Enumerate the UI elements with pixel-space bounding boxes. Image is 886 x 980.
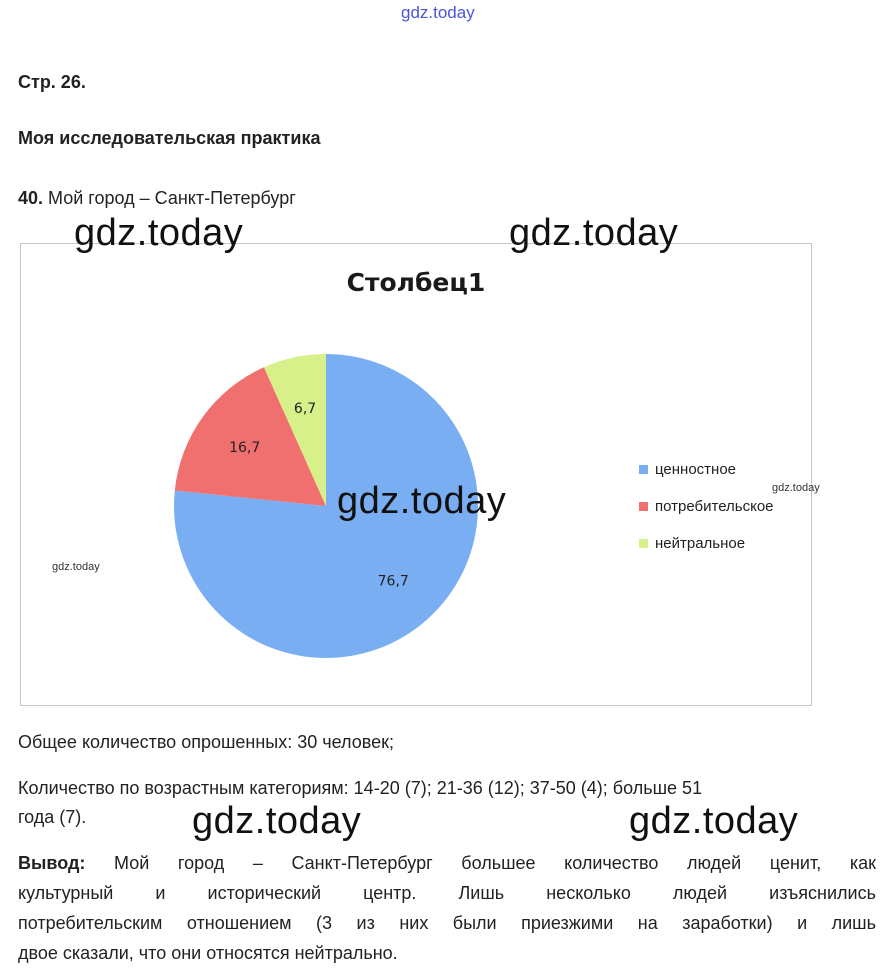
legend-label: нейтральное [655,534,746,552]
watermark-top: gdz.today [401,3,475,22]
conclusion-label: Вывод: [18,853,86,873]
chart-frame [20,243,812,706]
watermark: gdz.today [192,800,362,842]
page-reference: Стр. 26. [18,72,86,92]
watermark-small: gdz.today [52,561,100,573]
task-title: Мой город – Санкт-Петербург [48,188,296,208]
conclusion-text: Мой город – Санкт-Петербург большее количество людей ценит, как [114,853,876,873]
watermark: gdz.today [629,800,799,842]
age-categories-line: Количество по возрастным категориям: 14-20 (7); 21-36 (12); 37-50 (4); больше 51 [18,778,703,798]
task-number: 40. [18,188,44,208]
conclusion-line: потребительским отношением (3 из них были приезжими на заработки) и лишь [18,913,876,933]
conclusion-line: культурный и исторический центр. Лишь несколько людей изъяснились [18,883,876,903]
legend-swatch-neutral [639,539,648,548]
pie-label-valued: 76,7 [377,573,409,590]
legend-swatch-consumer [639,502,648,511]
legend-item-neutral [639,534,774,552]
conclusion-line [18,853,876,874]
task-heading [18,188,296,209]
pie-label-consumer: 16,7 [229,440,261,457]
legend-item-valued [639,460,774,478]
age-categories-line: года (7). [18,807,87,827]
conclusion-line: двое сказали, что они относятся нейтрально. [18,943,398,963]
legend-label: ценностное [655,460,737,478]
legend-item-consumer [639,497,774,515]
watermark: gdz.today [337,480,507,522]
total-respondents: Общее количество опрошенных: 30 человек; [18,732,395,752]
legend-label: потребительское [655,497,774,515]
section-title: Моя исследовательская практика [18,128,321,148]
chart-title: Столбец1 [346,268,486,297]
watermark: gdz.today [74,212,244,254]
chart-legend [639,460,774,571]
watermark: gdz.today [509,212,679,254]
legend-swatch-valued [639,465,648,474]
watermark-small: gdz.today [772,482,820,494]
pie-label-neutral: 6,7 [293,400,317,417]
